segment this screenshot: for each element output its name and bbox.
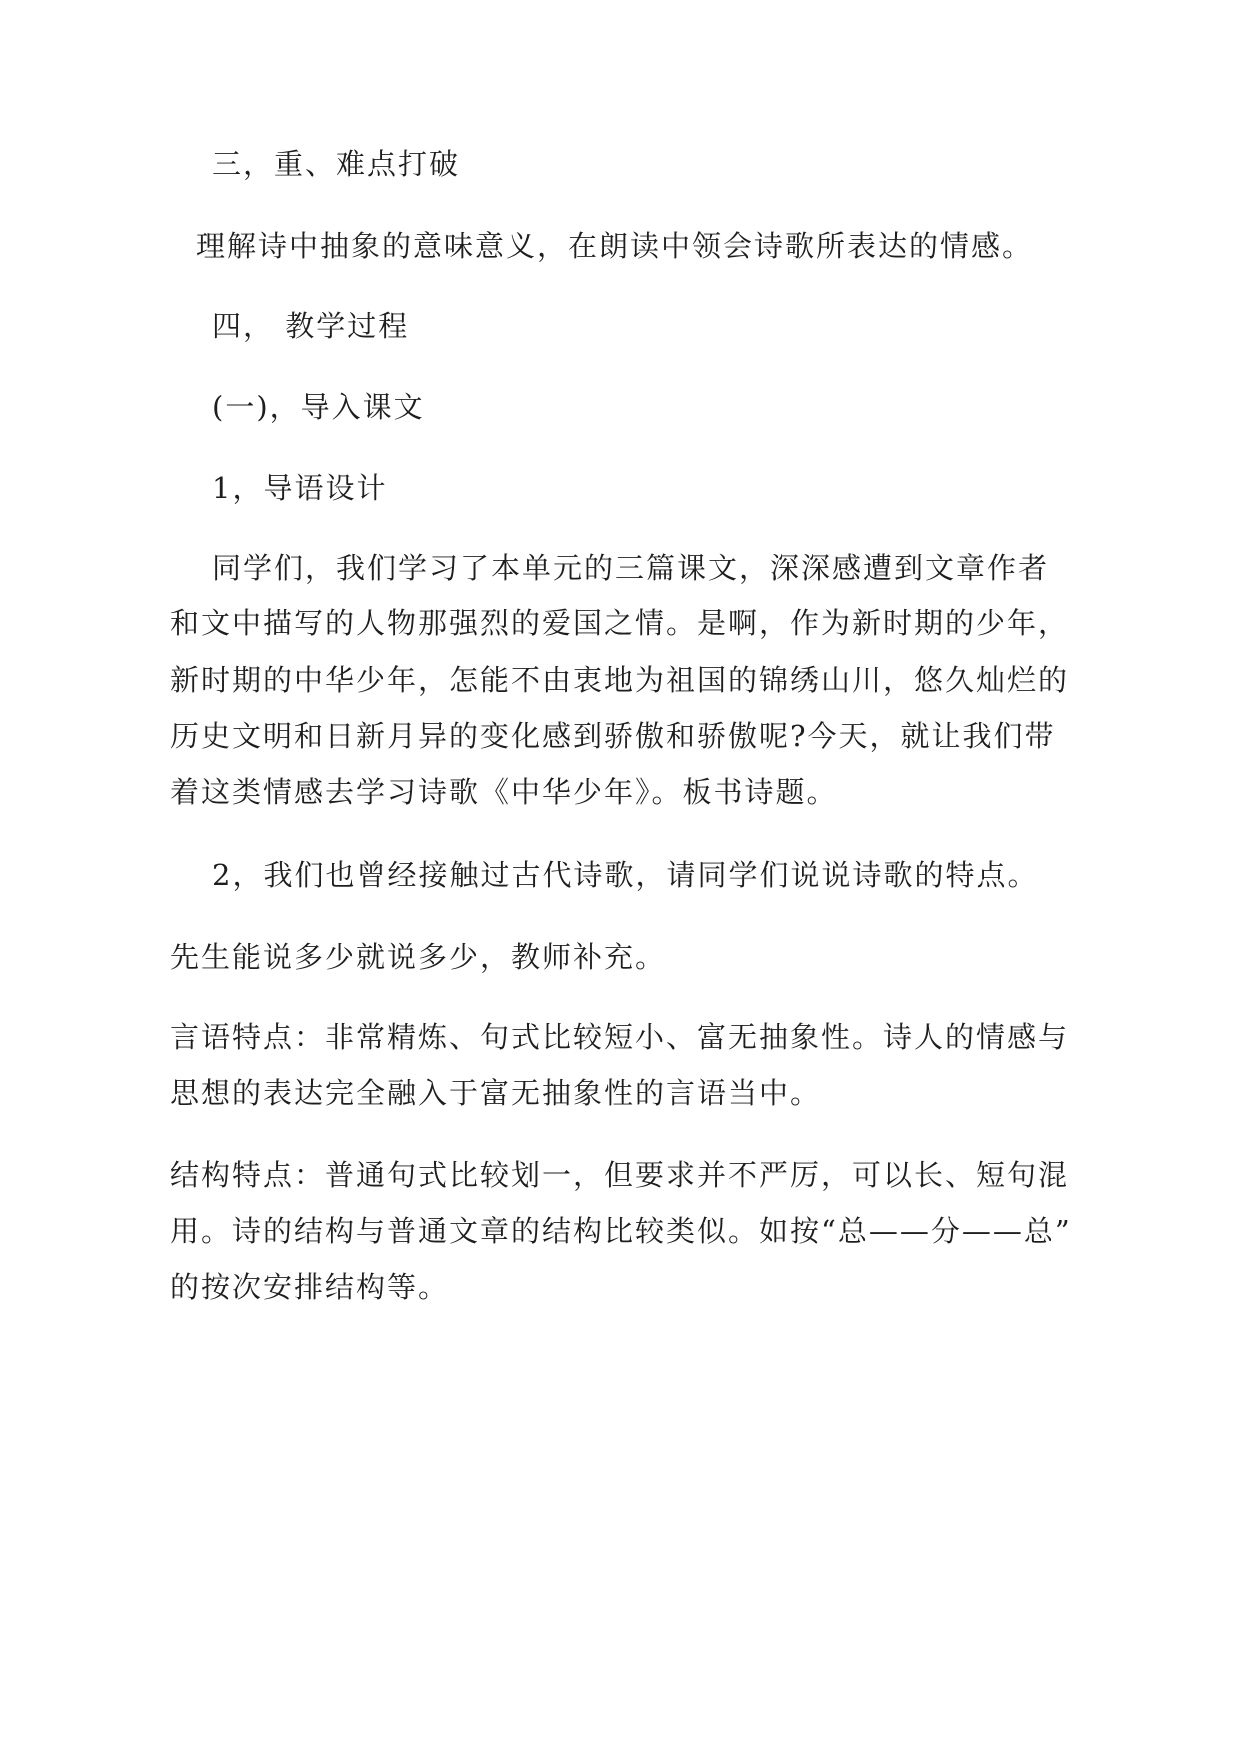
intro-paragraph-line: 历史文明和日新月异的变化感到骄傲和骄傲呢?今天，就让我们带 bbox=[170, 719, 1056, 753]
question-line: 2，我们也曾经接触过古代诗歌，请同学们说说诗歌的特点。 bbox=[212, 858, 1039, 892]
intro-paragraph-line: 新时期的中华少年，怎能不由衷地为祖国的锦绣山川，悠久灿烂的 bbox=[170, 663, 1070, 697]
intro-paragraph-line: 着这类情感去学习诗歌《中华少年》。板书诗题。 bbox=[170, 775, 838, 809]
structure-feature-line: 结构特点：普通句式比较划一，但要求并不严厉，可以长、短句混 bbox=[170, 1158, 1070, 1192]
key-points-text: 理解诗中抽象的意味意义，在朗读中领会诗歌所表达的情感。 bbox=[196, 229, 1034, 263]
structure-feature-line: 用。诗的结构与普通文章的结构比较类似。如按“总——分——总” bbox=[170, 1214, 1072, 1248]
heading-key-points: 三，重、难点打破 bbox=[212, 147, 461, 181]
structure-feature-line: 的按次安排结构等。 bbox=[170, 1270, 450, 1304]
language-feature-line: 思想的表达完全融入于富无抽象性的言语当中。 bbox=[170, 1076, 822, 1110]
intro-paragraph-line: 和文中描写的人物那强烈的爱国之情。是啊，作为新时期的少年， bbox=[170, 606, 1070, 640]
heading-teaching-process: 四， 教学过程 bbox=[212, 309, 410, 343]
heading-intro: (一)，导入课文 bbox=[212, 390, 425, 424]
answer-line: 先生能说多少就说多少，教师补充。 bbox=[170, 940, 667, 974]
intro-paragraph-line: 同学们，我们学习了本单元的三篇课文，深深感遭到文章作者 bbox=[212, 551, 1050, 585]
heading-intro-design: 1，导语设计 bbox=[212, 471, 388, 505]
language-feature-line: 言语特点：非常精炼、句式比较短小、富无抽象性。诗人的情感与 bbox=[170, 1020, 1070, 1054]
